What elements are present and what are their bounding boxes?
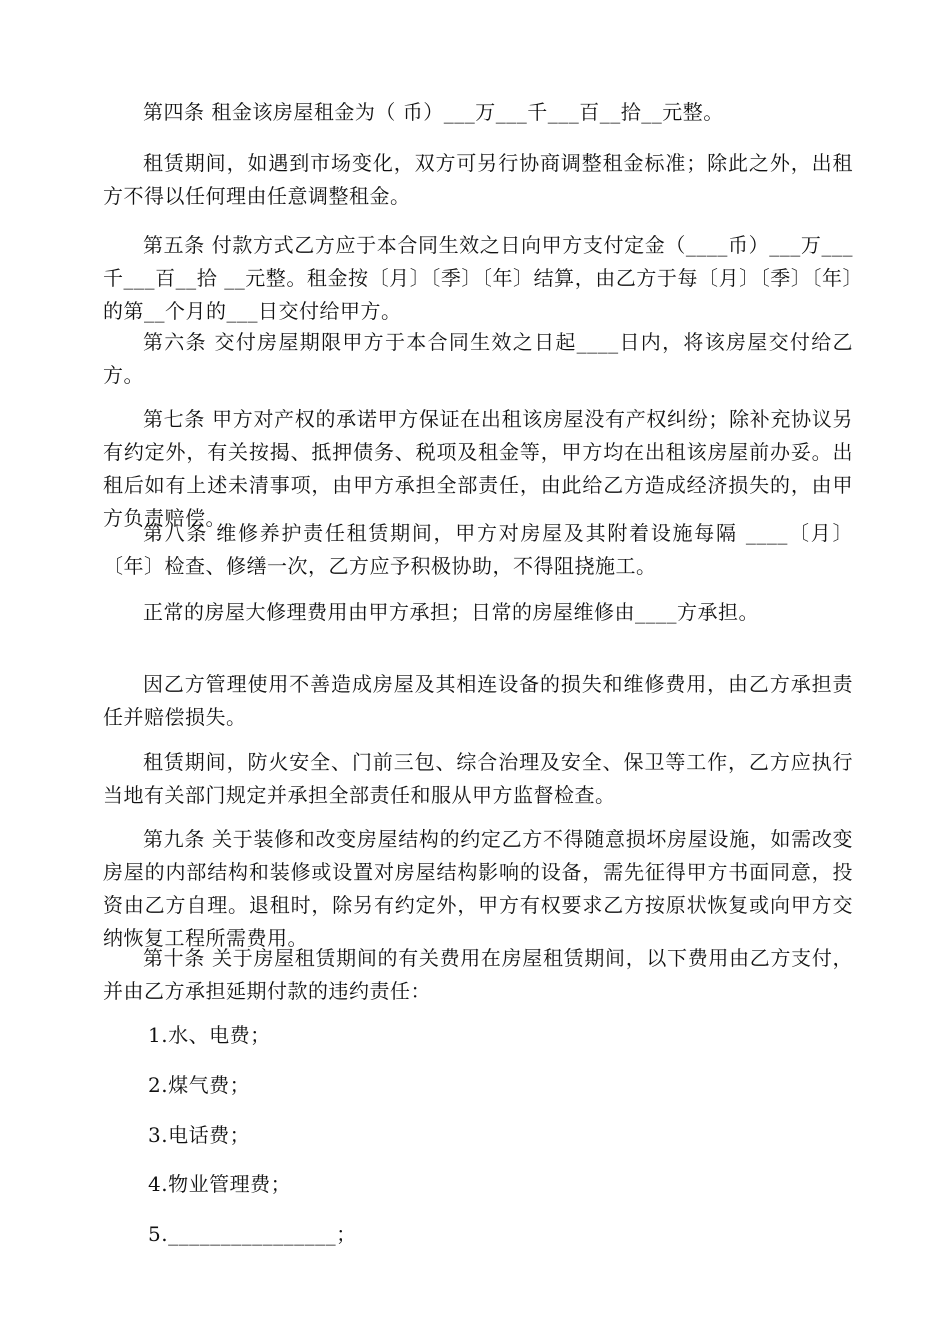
article-7-property-rights: 第七条 甲方对产权的承诺甲方保证在出租该房屋没有产权纠纷；除补充协议另有约定外，有关按揭、抵押债务、税项及租金等，甲方均在出租该房屋前办妥。出租后如有上述未清事项，由甲方承担全部责任，由此给乙方造成经济损失的，由甲方负责赔偿。 bbox=[103, 407, 853, 530]
article-6-delivery: 第六条 交付房屋期限甲方于本合同生效之日起____日内，将该房屋交付给乙方。 bbox=[103, 330, 853, 387]
list-item: 2.煤气费； bbox=[148, 1073, 251, 1097]
article-8-maintenance: 第八条 维修养护责任租赁期间，甲方对房屋及其附着设施每隔 ____〔月〕〔年〕检查、修缮一次，乙方应予积极协助，不得阻挠施工。 bbox=[103, 521, 853, 578]
damage-liability-paragraph: 因乙方管理使用不善造成房屋及其相连设备的损失和维修费用，由乙方承担责任并赔偿损失。 bbox=[103, 672, 853, 729]
article-4-rent: 第四条 租金该房屋租金为（ 币）___万___千___百__拾__元整。 bbox=[143, 100, 724, 124]
article-5-payment: 第五条 付款方式乙方应于本合同生效之日向甲方支付定金（____币）___万___千___百__拾 __元整。租金按〔月〕〔季〕〔年〕结算，由乙方于每〔月〕〔季〕〔年〕的第__个月的___日交付给甲方。 bbox=[103, 233, 853, 323]
list-item: 5.________________； bbox=[148, 1222, 357, 1246]
article-10-expenses: 第十条 关于房屋租赁期间的有关费用在房屋租赁期间，以下费用由乙方支付，并由乙方承担延期付款的违约责任： bbox=[103, 946, 853, 1003]
list-item: 3.电话费； bbox=[148, 1123, 251, 1147]
major-repair-paragraph: 正常的房屋大修理费用由甲方承担；日常的房屋维修由____方承担。 bbox=[143, 600, 759, 624]
article-9-renovation: 第九条 关于装修和改变房屋结构的约定乙方不得随意损坏房屋设施，如需改变房屋的内部结构和装修或设置对房屋结构影响的设备，需先征得甲方书面同意，投资由乙方自理。退租时，除另有约定外，甲方有权要求乙方按原状恢复或向甲方交纳恢复工程所需费用。 bbox=[103, 827, 853, 950]
safety-responsibility-paragraph: 租赁期间，防火安全、门前三包、综合治理及安全、保卫等工作，乙方应执行当地有关部门规定并承担全部责任和服从甲方监督检查。 bbox=[103, 750, 853, 807]
rent-adjustment-paragraph: 租赁期间，如遇到市场变化，双方可另行协商调整租金标准；除此之外，出租方不得以任何理由任意调整租金。 bbox=[103, 151, 853, 208]
list-item: 1.水、电费； bbox=[148, 1023, 271, 1047]
list-item: 4.物业管理费； bbox=[148, 1172, 292, 1196]
